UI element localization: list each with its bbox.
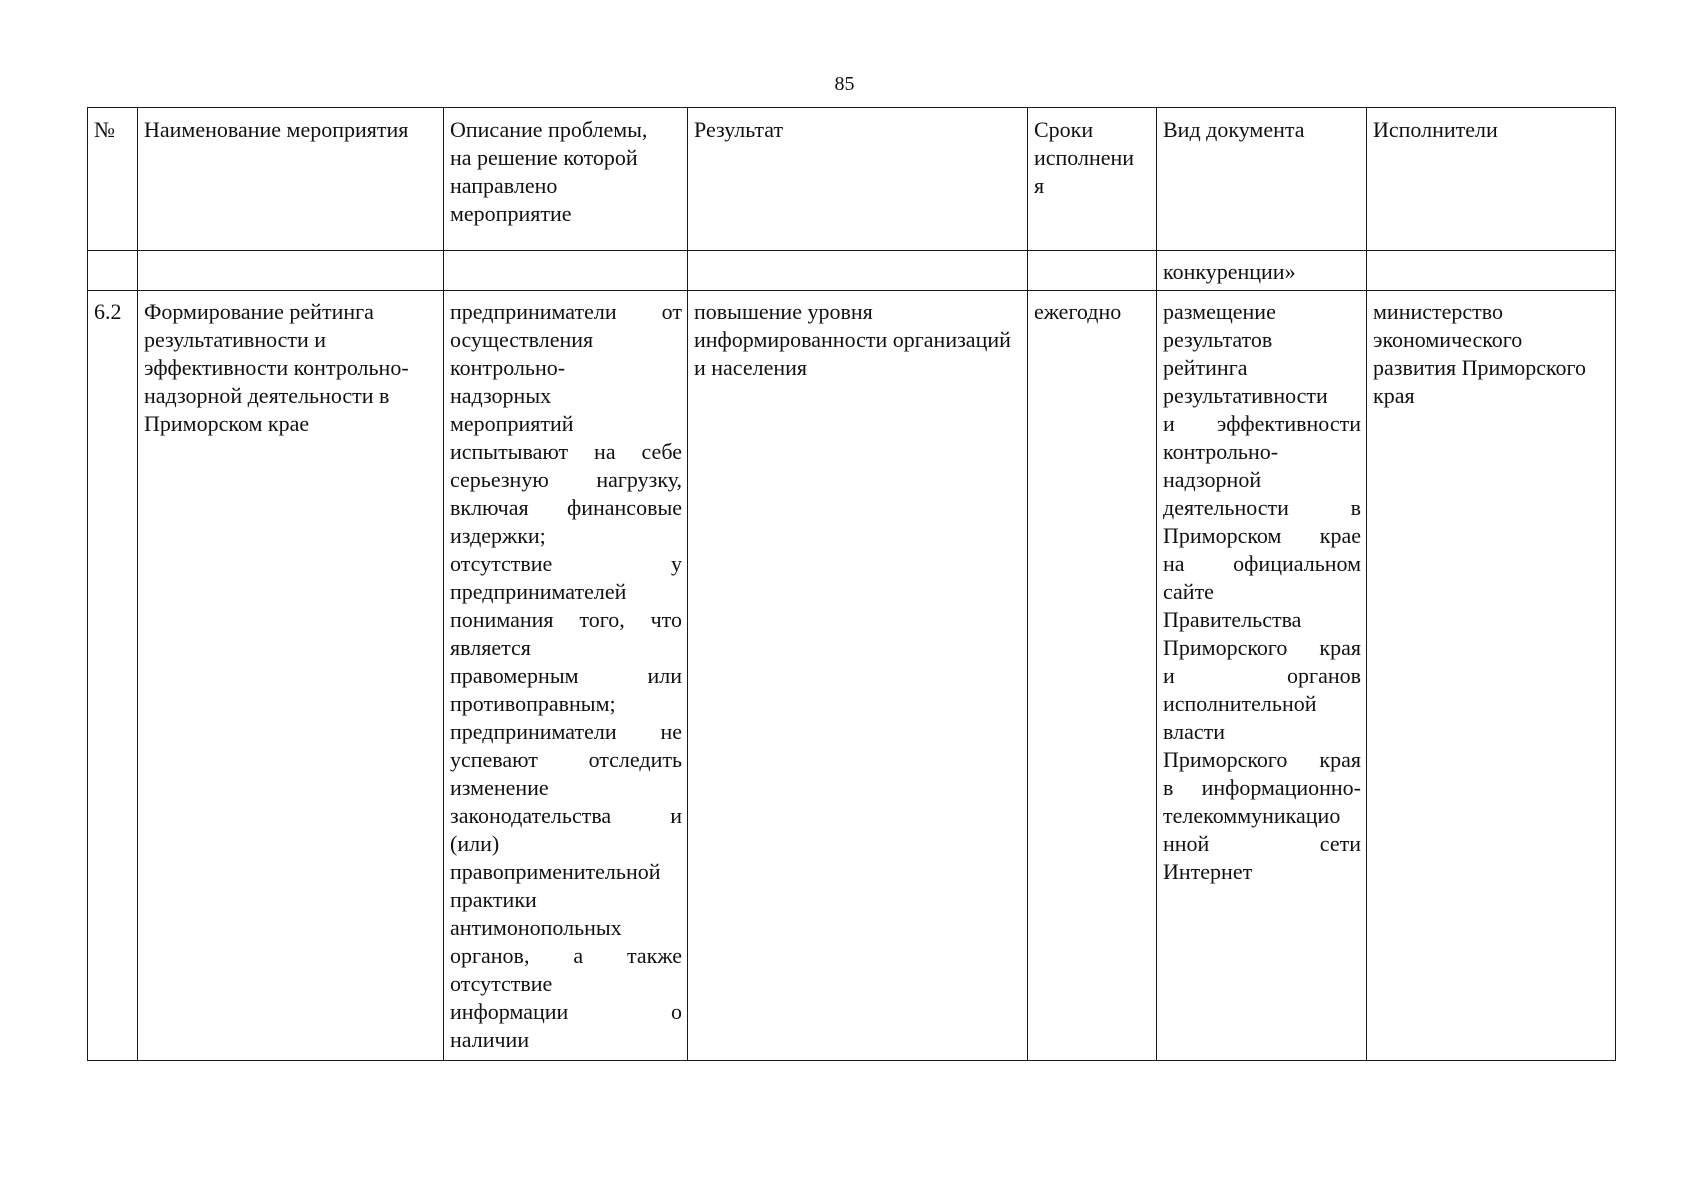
page-number: 85 [834, 73, 855, 95]
problem-line: предприниматели от [450, 299, 682, 324]
doc-type-line: рейтинга [1163, 355, 1248, 380]
problem-line: понимания того, что [450, 607, 682, 632]
header-deadline-line: я [1034, 173, 1045, 198]
header-deadline [1028, 108, 1157, 251]
header-problem-line: на решение которой [450, 145, 638, 170]
problem-line: серьезную нагрузку, [450, 467, 682, 492]
header-executors: Исполнители [1367, 108, 1616, 251]
doc-type-line: телекоммуникацио [1163, 803, 1341, 828]
doc-type-line: надзорной [1163, 467, 1262, 492]
problem-line: антимонопольных [450, 915, 622, 940]
problem-line: противоправным; [450, 691, 616, 716]
doc-type-line: власти [1163, 719, 1225, 744]
doc-type-line: результатов [1163, 327, 1273, 352]
measures-table [87, 107, 1616, 1061]
row-doc-type [1157, 291, 1367, 1061]
doc-type-line: контрольно- [1163, 439, 1279, 464]
doc-type-line: Приморского края [1163, 747, 1361, 772]
row-executors: министерство экономического развития Приморского края [1367, 291, 1616, 1061]
doc-type-line: Интернет [1163, 859, 1253, 884]
doc-type-line: и эффективности [1163, 411, 1361, 436]
doc-type-line: сайте [1163, 579, 1214, 604]
continuation-cell-executors [1367, 251, 1616, 291]
doc-type-line: в информационно- [1163, 775, 1361, 800]
header-problem [444, 108, 688, 251]
continuation-cell-deadline [1028, 251, 1157, 291]
table-row [88, 291, 1616, 1061]
problem-line: испытывают на себе [450, 439, 682, 464]
doc-type-line: исполнительной [1163, 691, 1317, 716]
header-deadline-line: Сроки [1034, 117, 1094, 142]
problem-line: правоприменительной [450, 859, 661, 884]
problem-line: издержки; [450, 523, 546, 548]
header-doc-type: Вид документа [1157, 108, 1367, 251]
problem-line: успевают отследить [450, 747, 682, 772]
continuation-cell-number [88, 251, 138, 291]
problem-line: контрольно- [450, 355, 566, 380]
header-problem-line: Описание проблемы, [450, 117, 648, 142]
header-result: Результат [688, 108, 1028, 251]
continuation-cell-name [138, 251, 444, 291]
doc-type-line: нной сети [1163, 831, 1361, 856]
problem-line: надзорных [450, 383, 552, 408]
continuation-row [88, 251, 1616, 291]
doc-type-line: Правительства [1163, 607, 1302, 632]
problem-line: осуществления [450, 327, 594, 352]
problem-line: правомерным или [450, 663, 682, 688]
row-result: повышение уровня информированности организаций и населения [688, 291, 1028, 1061]
row-number: 6.2 [88, 291, 138, 1061]
problem-line: наличии [450, 1027, 530, 1052]
problem-line: предпринимателей [450, 579, 627, 604]
header-problem-line: мероприятие [450, 201, 572, 226]
problem-line: отсутствие у [450, 551, 682, 576]
continuation-cell-doc-type: конкуренции» [1157, 251, 1367, 291]
problem-line: включая финансовые [450, 495, 682, 520]
problem-line: органов, а также [450, 943, 682, 968]
doc-type-line: Приморского края [1163, 635, 1361, 660]
header-name: Наименование мероприятия [138, 108, 444, 251]
problem-line: изменение [450, 775, 549, 800]
doc-type-line: и органов [1163, 663, 1361, 688]
problem-line: является [450, 635, 531, 660]
doc-type-line: размещение [1163, 299, 1276, 324]
problem-line: отсутствие [450, 971, 553, 996]
header-deadline-line: исполнени [1034, 145, 1135, 170]
table-header-row [88, 108, 1616, 251]
problem-line: информации о [450, 999, 682, 1024]
header-problem-line: направлено [450, 173, 558, 198]
problem-line: (или) [450, 831, 500, 856]
problem-line: законодательства и [450, 803, 682, 828]
continuation-cell-problem [444, 251, 688, 291]
doc-type-line: на официальном [1163, 551, 1361, 576]
row-problem [444, 291, 688, 1061]
problem-line: мероприятий [450, 411, 574, 436]
problem-line: предприниматели не [450, 719, 682, 744]
row-name: Формирование рейтинга результативности и эффективности контрольно-надзорной деятельности в Приморском крае [138, 291, 444, 1061]
doc-type-line: деятельности в [1163, 495, 1361, 520]
problem-line: практики [450, 887, 537, 912]
doc-type-line: Приморском крае [1163, 523, 1361, 548]
header-number: № [88, 108, 138, 251]
row-deadline: ежегодно [1028, 291, 1157, 1061]
continuation-cell-result [688, 251, 1028, 291]
doc-type-line: результативности [1163, 383, 1328, 408]
